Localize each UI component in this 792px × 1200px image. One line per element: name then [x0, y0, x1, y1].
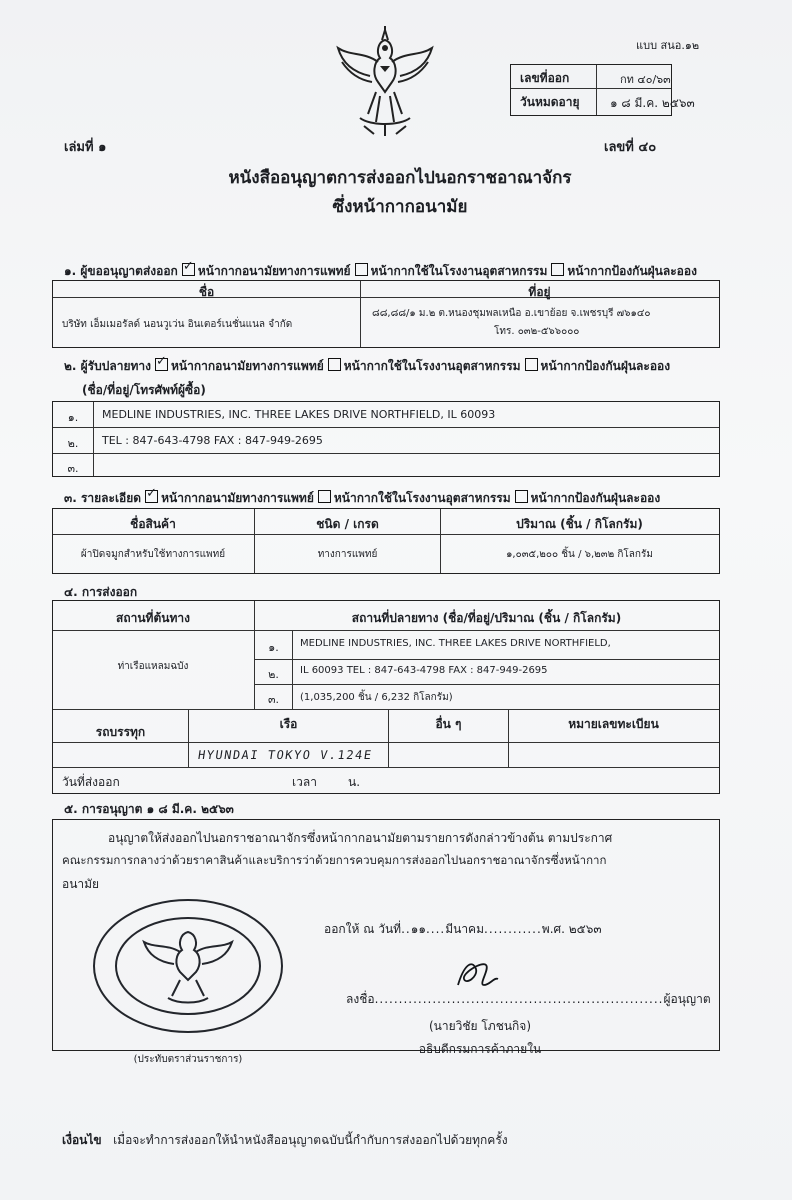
product-quantity: ๑,๐๓๕,๒๐๐ ชิ้น / ๖,๒๓๒ กิโลกรัม [506, 549, 653, 560]
sign-prefix: ลงชื่อ [346, 992, 375, 1006]
section5-label: ๕. การอนุญาต ๑ ๘ มี.ค. ๒๕๖๓ [64, 802, 234, 816]
section2-sublabel: (ชื่อ/ที่อยู่/โทรศัพท์ผู้ซื้อ) [82, 383, 206, 397]
col-registration-header: หมายเลขทะเบียน [568, 717, 659, 731]
applicant-address: ๘๘,๘๘/๑ ม.๒ ต.หนองชุมพลเหนือ อ.เขาย้อย จ.เพชรบุรี ๗๖๑๔๐ [372, 308, 651, 319]
government-seal-icon [88, 892, 288, 1052]
consignee-line-2: TEL : 847-643-4798 FAX : 847-949-2695 [102, 434, 323, 447]
section3-header: ๓. รายละเอียด✓ หน้ากากอนามัยทางการแพทย์ หน้ากากใช้ในโรงงานอุตสาหกรรม หน้ากากป้องกันฝุ่นละออง [64, 489, 660, 508]
issued-year: ๒๕๖๓ [568, 922, 602, 936]
issued-day: ๑๑ [410, 922, 426, 936]
condition-line [62, 1131, 508, 1150]
checkbox-medical-checked [182, 263, 195, 276]
section1-label: ๑. ผู้ขออนุญาตส่งออก [64, 264, 178, 278]
col-quantity-header: ปริมาณ (ชิ้น / กิโลกรัม) [516, 517, 643, 531]
destination-line-1: MEDLINE INDUSTRIES, INC. THREE LAKES DRIVE NORTHFIELD, [300, 638, 611, 649]
signer-title: อธิบดีกรมการค้าภายใน [418, 1042, 542, 1056]
book-number: เล่มที่ ๑ [64, 140, 107, 155]
signature-line: ลงชื่อ............................................................ผู้อนุญาต [346, 992, 711, 1006]
permit-number: เลขที่ ๔๐ [604, 140, 657, 155]
col-origin-header: สถานที่ต้นทาง [116, 611, 190, 625]
issue-number-value: กท ๔๐/๖๓ [620, 73, 671, 86]
ship-name-handwritten: HYUNDAI TOKYO V.124E [197, 748, 374, 762]
destination-row-no: ๑. [268, 641, 279, 654]
export-date-label: วันที่ส่งออก [62, 775, 120, 789]
expiry-label: วันหมดอายุ [520, 95, 580, 109]
col-other-header: อื่น ๆ [435, 717, 462, 731]
col-truck-header: รถบรรทุก [95, 725, 146, 739]
issued-prefix: ออกให้ ณ วันที่ [324, 922, 402, 936]
col-address-header: ที่อยู่ [528, 285, 551, 299]
consignee-line-1: MEDLINE INDUSTRIES, INC. THREE LAKES DRIVE NORTHFIELD, IL 60093 [102, 408, 496, 421]
issue-number-label: เลขที่ออก [520, 71, 570, 85]
seal-caption: (ประทับตราส่วนราชการ) [133, 1054, 243, 1065]
destination-line-2: IL 60093 TEL : 847-643-4798 FAX : 847-949-2695 [300, 665, 548, 676]
checkbox-industrial [355, 263, 368, 276]
issued-year-prefix: พ.ศ. [541, 922, 565, 936]
checkbox-industrial [328, 358, 341, 371]
checkbox-dust [551, 263, 564, 276]
destination-row-no: ๓. [267, 693, 280, 706]
document-subtitle: ซึ่งหน้ากากอนามัย [332, 197, 468, 217]
applicant-phone: โทร. ๐๓๒-๕๖๖๐๐๐ [494, 326, 580, 337]
approval-text-line3: อนามัย [62, 877, 100, 891]
export-time-label: เวลา [292, 775, 317, 789]
section2-label: ๒. ผู้รับปลายทาง [64, 359, 151, 373]
origin-port: ท่าเรือแหลมฉบัง [117, 661, 189, 672]
garuda-emblem-icon [330, 22, 440, 140]
product-type: ทางการแพทย์ [317, 549, 378, 560]
col-type-header: ชนิด / เกรด [316, 517, 379, 531]
issued-month: มีนาคม [445, 922, 484, 936]
product-name: ผ้าปิดจมูกสำหรับใช้ทางการแพทย์ [80, 549, 226, 560]
destination-row-no: ๒. [268, 668, 279, 681]
consignee-row-no: ๑. [67, 411, 79, 424]
checkbox-medical-checked [155, 358, 168, 371]
signer-name: (นายวิชัย โภชนกิจ) [428, 1019, 532, 1033]
approval-text-line2: คณะกรรมการกลางว่าด้วยราคาสินค้าและบริการว่าด้วยการควบคุมการส่งออกไปนอกราชอาณาจักรซึ่งหน้ากาก [62, 853, 607, 867]
section2-header: ๒. ผู้รับปลายทาง✓ หน้ากากอนามัยทางการแพทย์ หน้ากากใช้ในโรงงานอุตสาหกรรม หน้ากากป้องกันฝุ่นละออง [64, 357, 670, 376]
checkbox-dust [525, 358, 538, 371]
document-title: หนังสืออนุญาตการส่งออกไปนอกราชอาณาจักร [228, 168, 572, 188]
issued-date-line: ออกให้ ณ วันที่..๑๑....มีนาคม............พ.ศ. ๒๕๖๓ [324, 922, 602, 936]
condition-label: เงื่อนไข [62, 1133, 102, 1147]
checkbox-dust [515, 490, 528, 503]
expiry-value: ๑ ๘ มี.ค. ๒๕๖๓ [610, 96, 695, 110]
col-product-header: ชื่อสินค้า [130, 517, 176, 531]
approval-text-line1: อนุญาตให้ส่งออกไปนอกราชอาณาจักรซึ่งหน้ากากอนามัยตามรายการดังกล่าวข้างต้น ตามประกาศ [108, 831, 613, 845]
destination-line-3: (1,035,200 ชิ้น / 6,232 กิโลกรัม) [300, 692, 453, 703]
consignee-row-no: ๓. [67, 462, 79, 475]
section4-label: ๔. การส่งออก [64, 585, 138, 599]
export-time-unit: น. [348, 775, 361, 789]
col-name-header: ชื่อ [198, 285, 215, 299]
checkbox-industrial [318, 490, 331, 503]
applicant-name: บริษัท เอ็มเมอรัลด์ นอนวูเว่น อินเตอร์เนชั่นแนล จำกัด [62, 319, 293, 330]
section3-label: ๓. รายละเอียด [64, 491, 142, 505]
sign-suffix: ผู้อนุญาต [663, 992, 711, 1006]
form-code: แบบ สนอ.๑๒ [636, 39, 700, 52]
checkbox-medical-checked [145, 490, 158, 503]
condition-text: เมื่อจะทำการส่งออกให้นำหนังสืออนุญาตฉบับนี้กำกับการส่งออกไปด้วยทุกครั้ง [113, 1133, 508, 1147]
signature-icon [452, 955, 502, 993]
section1-header: ๑. ผู้ขออนุญาตส่งออก✓ หน้ากากอนามัยทางการแพทย์ หน้ากากใช้ในโรงงานอุตสาหกรรม หน้ากากป้องกันฝุ่นละออง [64, 262, 697, 281]
consignee-row-no: ๒. [67, 437, 79, 450]
col-destination-header: สถานที่ปลายทาง (ชื่อ/ที่อยู่/ปริมาณ (ชิ้น / กิโลกรัม) [351, 611, 622, 625]
col-ship-header: เรือ [279, 717, 298, 731]
